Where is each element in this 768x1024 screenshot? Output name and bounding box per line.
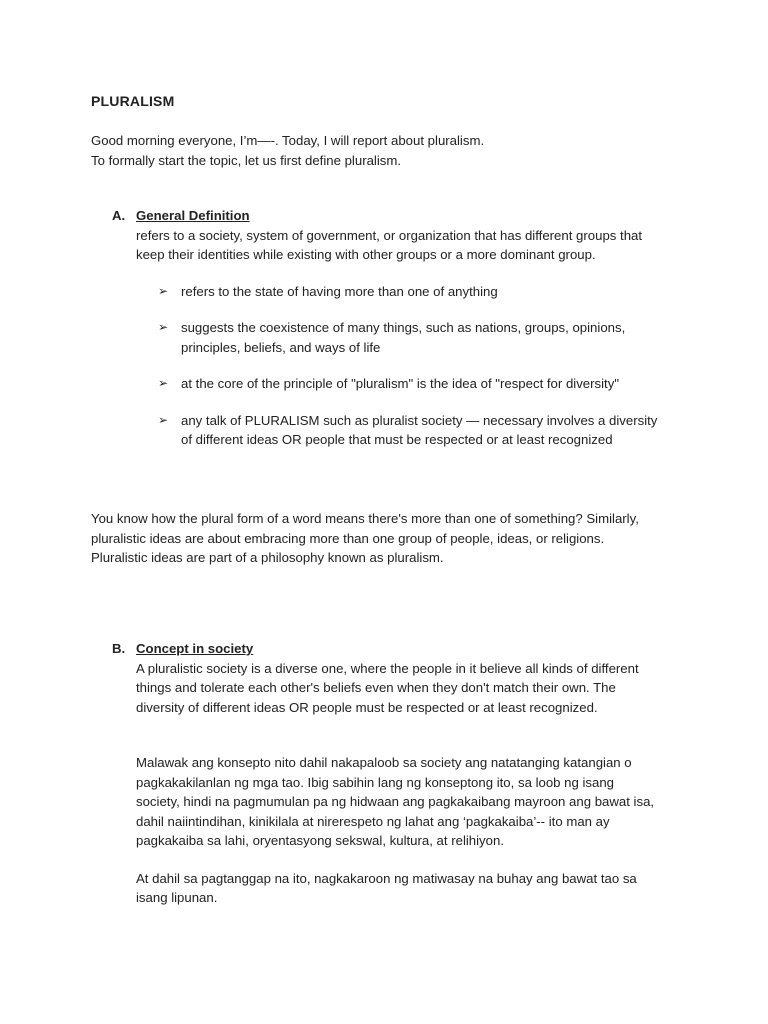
section-title: General Definition	[136, 208, 250, 223]
list-item	[158, 282, 658, 302]
section-concept-in-society	[112, 639, 672, 908]
filipino-text-block	[136, 753, 672, 908]
paragraph-line: pagkakakilanlan ng mga tao. Ibig sabihin lang ng konseptong ito, sa loob ng isang	[136, 774, 615, 790]
paragraph-line: pagkakaiba sa lahi, oryentasyong sekswal, kultura, at relihiyon.	[136, 833, 504, 848]
filipino-paragraph	[136, 753, 672, 851]
paragraph-line: Pluralistic ideas are part of a philosophy known as pluralism.	[91, 550, 444, 565]
closing-paragraph	[136, 869, 672, 908]
section-body	[136, 226, 672, 450]
intro-line: Good morning everyone, I’m—-. Today, I will report about pluralism.	[91, 133, 485, 148]
paragraph-line: pluralistic ideas are about embracing more than one group of people, ideas, or religions.	[91, 530, 605, 546]
intro-paragraph	[91, 131, 484, 170]
document-title: PLURALISM	[91, 93, 175, 109]
body-line: things and tolerate each other's beliefs even when they don't match their own. The	[136, 680, 616, 695]
paragraph-line: Malawak ang konsepto nito dahil nakapaloob sa society ang natatanging katangian o	[136, 755, 632, 770]
bullet-text: at the core of the principle of "pluralism" is the idea of "respect for diversity"	[181, 376, 619, 391]
bullet-text: suggests the coexistence of many things, such as nations, groups, opinions, principles, beliefs, and ways of life	[181, 320, 626, 355]
bullet-text: any talk of PLURALISM such as pluralist society — necessary involves a diversity of different ideas OR people that must be respected or at least recognized	[181, 412, 658, 447]
body-line: diversity of different ideas OR people must be respected or at least recognized.	[136, 699, 598, 715]
body-line: A pluralistic society is a diverse one, where the people in it believe all kinds of different	[136, 660, 639, 676]
section-letter: A.	[112, 208, 126, 223]
paragraph-line: You know how the plural form of a word means there's more than one of something? Similarly,	[91, 511, 639, 526]
arrow-bullet-icon: ➢	[158, 376, 169, 390]
arrow-bullet-icon: ➢	[158, 412, 169, 427]
section-general-definition	[112, 206, 672, 467]
body-line: refers to a society, system of government, or organization that has different groups that	[136, 227, 643, 243]
section-heading	[112, 639, 672, 659]
bullet-text: refers to the state of having more than one of anything	[181, 283, 498, 299]
arrow-bullet-icon: ➢	[158, 283, 169, 298]
paragraph-line: isang lipunan.	[136, 890, 218, 905]
section-title: Concept in society	[136, 641, 254, 656]
plural-form-paragraph	[91, 509, 681, 568]
intro-line: To formally start the topic, let us first define pluralism.	[91, 152, 402, 168]
section-body	[136, 659, 672, 718]
section-letter: B.	[112, 641, 126, 656]
bullet-list	[136, 282, 672, 450]
list-item	[158, 318, 658, 357]
body-line: keep their identities while existing with other groups or a more dominant group.	[136, 247, 596, 262]
list-item	[158, 411, 658, 450]
paragraph-line: society, hindi na pagmumulan pa ng hidwaan ang pagkakaibang mayroon ang bawat isa,	[136, 794, 655, 809]
arrow-bullet-icon: ➢	[158, 320, 169, 334]
paragraph-line: At dahil sa pagtanggap na ito, nagkakaroon ng matiwasay na buhay ang bawat tao sa	[136, 870, 637, 886]
paragraph-line: dahil naiintindihan, kinikilala at nirerespeto ng lahat ang ‘pagkakaiba’-- ito man ay	[136, 813, 610, 829]
list-item	[158, 374, 658, 394]
section-heading	[112, 206, 672, 226]
